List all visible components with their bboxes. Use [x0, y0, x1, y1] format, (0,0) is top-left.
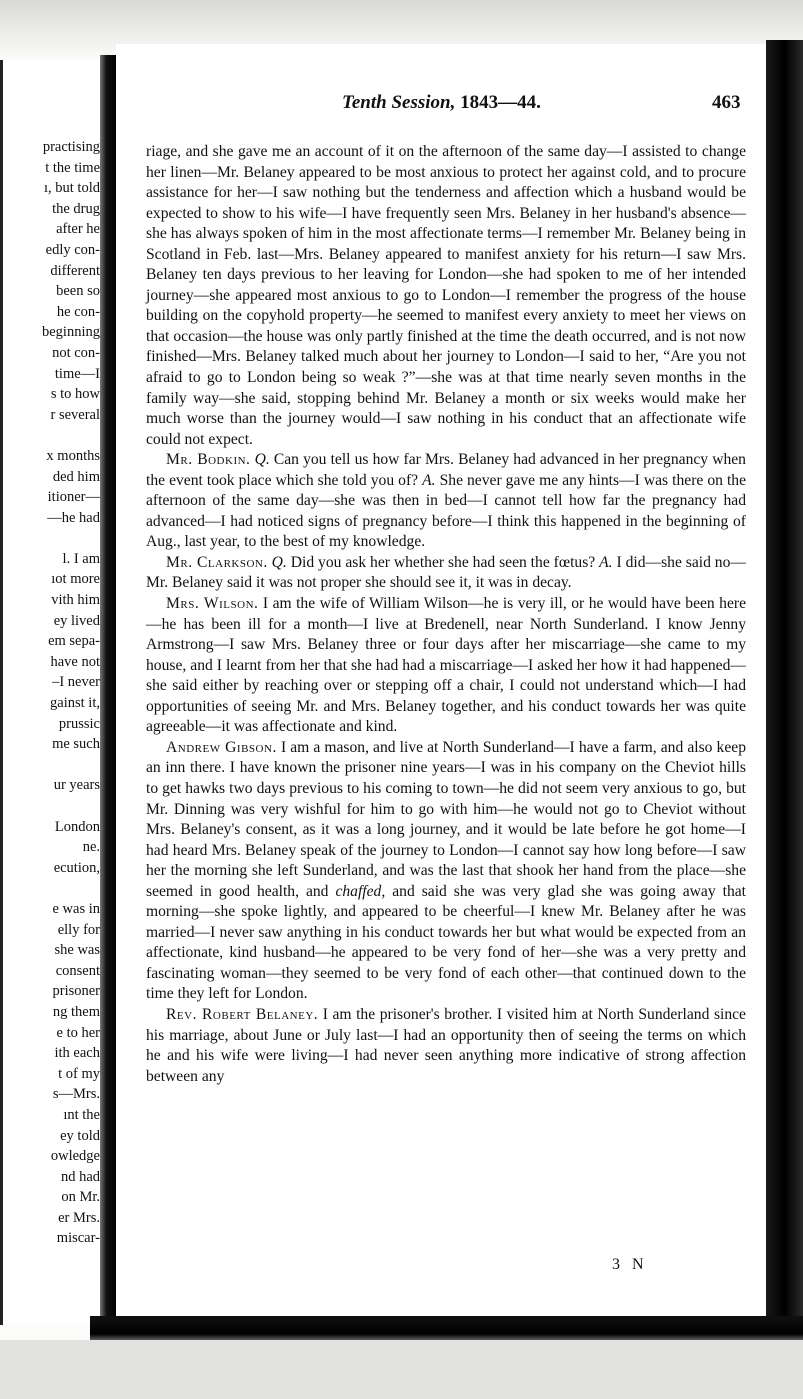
- paragraph-testimony-belaney: [146, 1005, 746, 1087]
- left-page-line: time—I: [54, 365, 100, 382]
- left-page-text-fragments: [4, 137, 100, 1249]
- running-head: [116, 92, 766, 116]
- running-head-year: 1843—44.: [460, 92, 541, 113]
- scan-bottom-margin: [0, 1340, 803, 1399]
- question-marker: Q.: [271, 553, 287, 571]
- left-page-line: nd had: [60, 1168, 100, 1185]
- left-page-line: have not: [50, 653, 100, 670]
- left-page-line: ng them: [52, 1003, 100, 1020]
- left-page-gap: [4, 528, 100, 549]
- left-page-line: me such: [52, 736, 100, 753]
- left-page-line: l. I am: [62, 550, 100, 567]
- speaker-name: Andrew Gibson.: [166, 738, 277, 756]
- italic-word: chaffed,: [335, 882, 386, 900]
- left-page-line: elly for: [57, 921, 100, 938]
- answer-marker: A.: [599, 553, 613, 571]
- left-page-line: ecution,: [53, 859, 100, 876]
- page-number: 463: [712, 92, 741, 113]
- left-page-line: x months: [46, 447, 100, 464]
- left-page-line: ınt the: [63, 1106, 100, 1123]
- left-page-line: vith him: [51, 592, 100, 609]
- testimony-text: I am the prisoner's brother. I visited him at North Sunderland since his marriage, about June or July last—I had an opportunity then of seeing the terms on which he and his wife were living—I had never seen anything more indicative of strong affection between any: [146, 1005, 746, 1085]
- left-page-edge: [0, 60, 3, 1325]
- left-page-gap: [4, 878, 100, 899]
- left-page-line: the drug: [52, 200, 100, 217]
- speaker-name: Rev. Robert Belaney.: [166, 1005, 319, 1023]
- left-page-line: s to how: [50, 386, 100, 403]
- testimony-text: I am the wife of William Wilson—he is very ill, or he would have been here—he has been ill for a month—I live at Bredenell, near North Sunderland. I know Jenny Armstrong—I saw Mrs. Belaney three or four days after her miscarriage—she came to my house, and I learnt from her that she had had a miscarriage—I asked her how it had happened—she said either by reaching over or stepping off a chair, I could not understand which—I had opportunities of seeing Mr. and Mrs. Belaney together, and his conduct towards her was quite agreeable—it was affectionate and kind.: [146, 595, 747, 736]
- question-text: Did you ask her whether she had seen the fœtus?: [290, 553, 596, 571]
- left-page-line: not con-: [52, 344, 100, 361]
- left-page-line: em sepa-: [48, 633, 100, 650]
- left-page-line: prisoner: [52, 983, 100, 1000]
- left-page-line: ne.: [82, 839, 100, 856]
- left-page-gap: [4, 796, 100, 817]
- left-page-line: on Mr.: [61, 1189, 100, 1206]
- left-page-line: e to her: [56, 1024, 100, 1041]
- left-page-line: he con-: [56, 303, 100, 320]
- speaker-name: Mr. Bodkin.: [166, 451, 251, 469]
- left-page-line: –I never: [52, 674, 100, 691]
- left-page-line: prussic: [58, 715, 100, 732]
- left-page-line: she was: [54, 942, 100, 959]
- left-page-line: t of my: [58, 1065, 100, 1082]
- left-page-line: er Mrs.: [58, 1209, 100, 1226]
- paragraph-text: riage, and she gave me an account of it on the afternoon of the same day—I assisted to change her linen—Mr. Belaney appeared to be most anxious to protect her against cold, and to procure assistance for her—I saw nothing but the tenderness and affection which a husband would be expected to show to his wife—I have frequently seen Mrs. Belaney in her husband's absence—she has always spoken of him in the most affectionate terms—I remember Mr. Belaney being in Scotland in Feb. last—Mrs. Belaney appeared to manifest anxiety for his return—I saw Mrs. Belaney ten days previous to her leaving for London—she had spoken to me of her intended journey—she appeared most anxious to go to London—I remember the progress of the house building on the copyhold property—he seemed to manifest every anxiety to meet her views on that occasion—the house was only partly finished at the time the death occurred, and is not now finished—Mrs. Belaney talked much about her journey to London—I said to her, “Are you not afraid to go to London being so weak ?”—she was at that time nearly seven months in the family way—she said, stopping behind Mr. Belaney a month or six weeks would make her much worse than the journey would—I saw nothing in his conduct that an affectionate wife could not expect.: [146, 143, 746, 448]
- answer-text: I did—she said no—Mr. Belaney said it was not proper she should see it, it was in decay.: [146, 553, 746, 592]
- left-page-line: ıot more: [51, 571, 100, 588]
- left-page-line: ur years: [53, 777, 100, 794]
- paragraph-testimony-bodkin: [146, 450, 746, 553]
- left-page-line: e was in: [52, 900, 100, 917]
- left-page-line: owledge: [50, 1148, 100, 1165]
- left-page-line: r several: [50, 406, 100, 423]
- left-page-line: gainst it,: [50, 695, 100, 712]
- page-body: [146, 142, 746, 1087]
- left-page-gap: [4, 755, 100, 776]
- answer-marker: A.: [422, 471, 436, 489]
- left-page-line: after he: [56, 221, 100, 238]
- left-page-line: ith each: [54, 1045, 100, 1062]
- paragraph-testimony-wilson: [146, 594, 746, 738]
- question-marker: Q.: [254, 451, 270, 469]
- question-text: Can you tell us how far Mrs. Belaney had advanced in her pregnancy when the event took place which she told you of?: [146, 451, 746, 489]
- left-page-line: edly con-: [45, 241, 100, 258]
- left-page-line: ey told: [60, 1127, 100, 1144]
- running-head-title: Tenth Session, 1843—44.: [342, 92, 541, 113]
- left-page-line: practising: [42, 139, 100, 155]
- right-page-shadow: [766, 40, 803, 1330]
- signature-mark: 3 N: [612, 1256, 648, 1273]
- left-page-line: itioner—: [47, 489, 100, 506]
- paragraph-testimony-clarkson: [146, 553, 746, 594]
- left-page-line: —he had: [47, 509, 100, 526]
- testimony-text-continued: and said she was very glad she was going away that morning—she spoke lightly, and appeared to be cheerful—I knew Mr. Belaney after he was married—I never saw anything in his conduct towards her but what would be expected from an affectionate, kind husband—he appeared to be very fond of her—she was a very pretty and fascinating woman—they seemed to be very fond of each other—that continued down to the time they left for London.: [146, 882, 746, 1003]
- left-page-line: miscar-: [56, 1230, 100, 1247]
- paragraph-testimony-gibson: [146, 738, 746, 1005]
- testimony-text: I am a mason, and live at North Sunderland—I have a farm, and also keep an inn there. I have known the prisoner nine years—I was in his company on the Cheviot hills to get hawks two days previous to his coming to town—he did not seem very anxious to go, but Mr. Dinning was very wishful for him to go with him—he would not go to Cheviot without Mrs. Belaney's consent, as it was a long journey, and it would be late before he got home—I had heard Mrs. Belaney speak of the journey to London—I cannot say how long before—I saw her the morning she left Sunderland, and was the last that shook her hand from the place—she seemed in good health, and: [146, 738, 746, 900]
- left-page-line: beginning: [42, 324, 100, 341]
- answer-text: She never gave me any hints—I was there on the afternoon of the same day—she was then in bed—I cannot tell how far the pregnancy had advanced—I had noticed signs of pregnancy before—I think this happened in the beginning of Aug., last year, to the best of my knowledge.: [146, 471, 746, 551]
- left-page-line: ey lived: [53, 612, 100, 629]
- left-page-line: t the time: [45, 159, 100, 176]
- left-page-line: London: [54, 818, 100, 835]
- left-page-line: consent: [55, 962, 100, 979]
- left-page-line: ı, but told: [44, 180, 100, 197]
- speaker-name: Mrs. Wilson.: [166, 595, 259, 613]
- left-page-line: different: [50, 262, 100, 279]
- left-page-line: ded him: [52, 468, 100, 485]
- left-page-gap: [4, 425, 100, 446]
- speaker-name: Mr. Clarkson.: [166, 553, 268, 571]
- paragraph-continuation: [146, 142, 746, 450]
- left-page-line: s—Mrs.: [52, 1086, 100, 1103]
- book-gutter: [100, 55, 116, 1335]
- left-page-line: been so: [56, 283, 100, 300]
